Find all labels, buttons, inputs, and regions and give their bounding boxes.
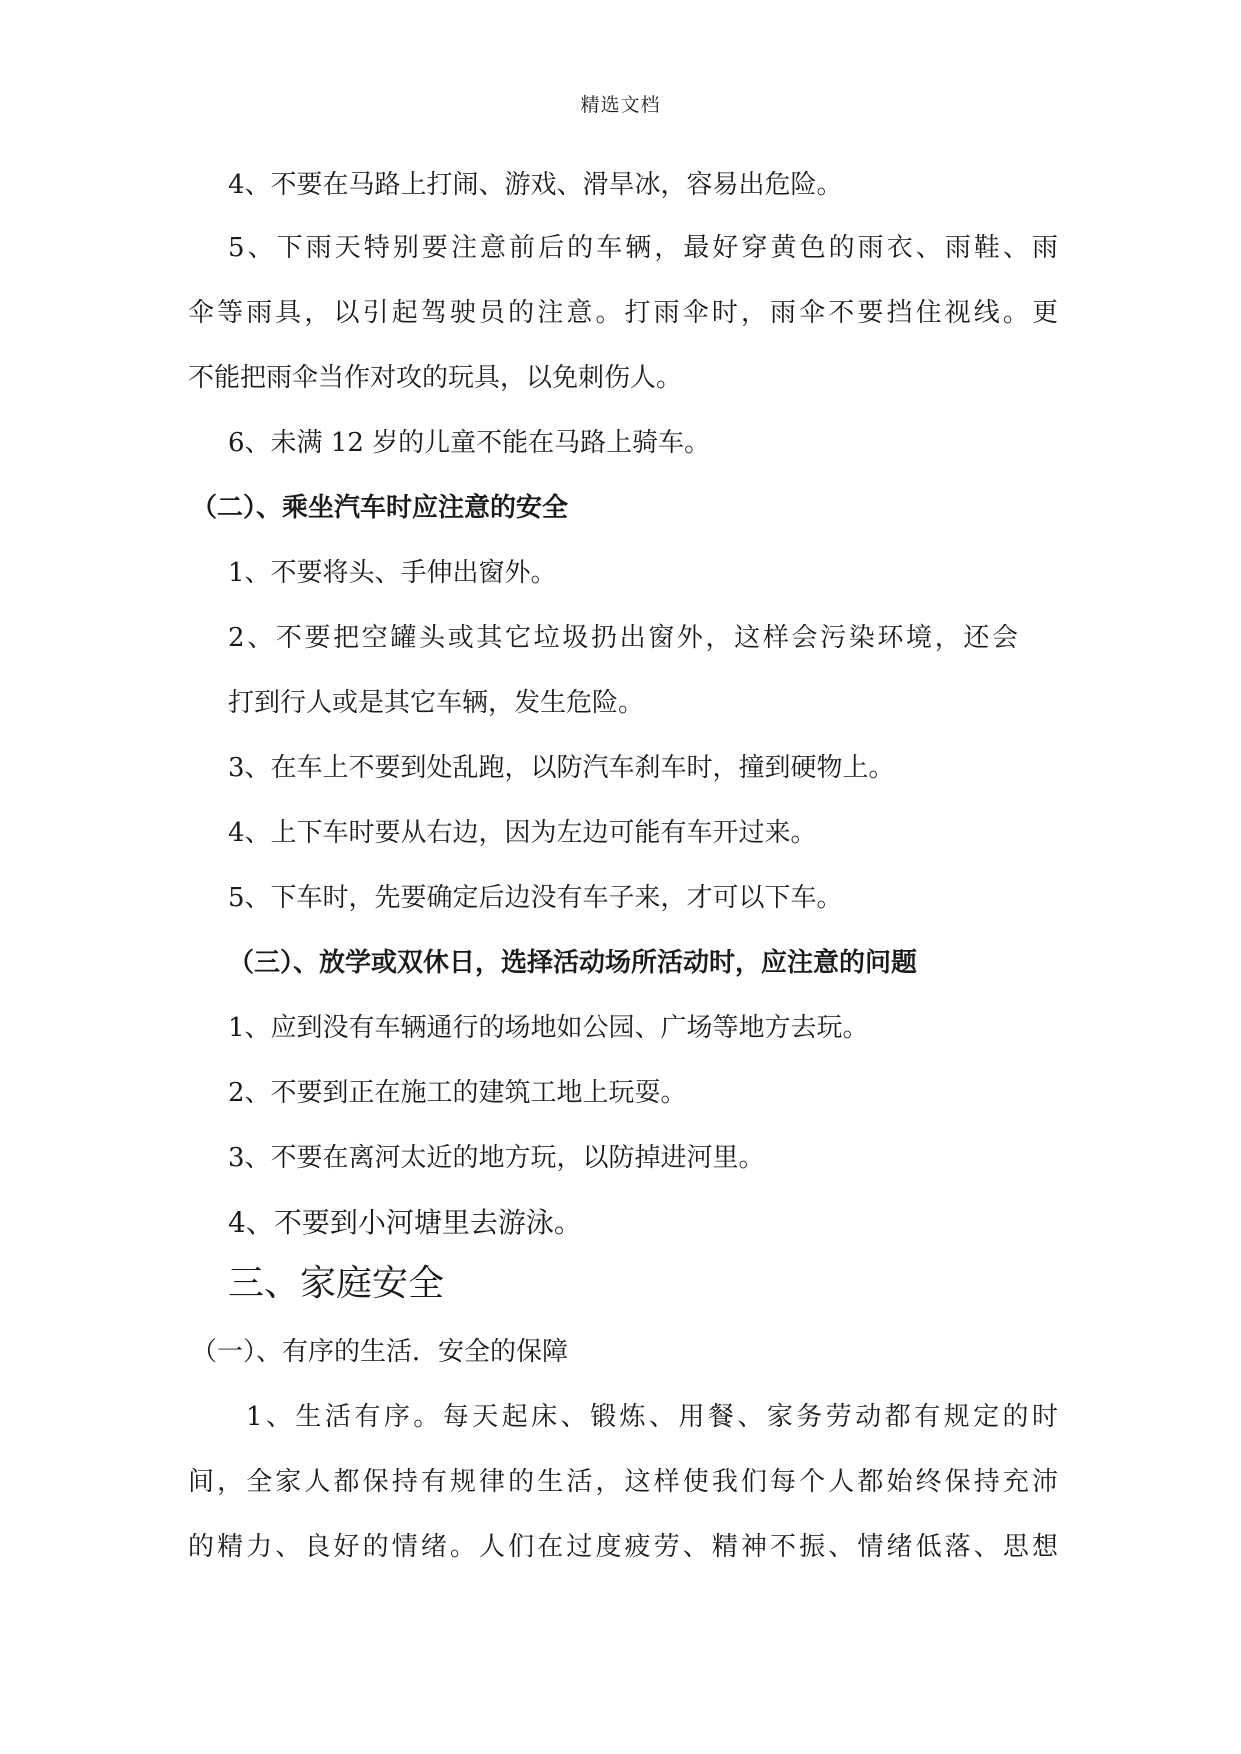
paragraph-line: 6、未满 12 岁的儿童不能在马路上骑车。 bbox=[228, 428, 711, 458]
paragraph-line: 间，全家人都保持有规律的生活，这样使我们每个人都始终保持充沛 bbox=[188, 1467, 1058, 1497]
paragraph-line: 1、不要将头、手伸出窗外。 bbox=[228, 558, 557, 588]
paragraph-line: 4、不要到小河塘里去游泳。 bbox=[228, 1206, 582, 1239]
paragraph-line: 的精力、良好的情绪。人们在过度疲劳、精神不振、情绪低落、思想 bbox=[188, 1532, 1058, 1562]
paragraph-line: 4、不要在马路上打闹、游戏、滑旱冰，容易出危险。 bbox=[228, 170, 843, 200]
section-heading: （一）、有序的生活．安全的保障 bbox=[191, 1337, 569, 1367]
paragraph-line: 伞等雨具，以引起驾驶员的注意。打雨伞时，雨伞不要挡住视线。更 bbox=[188, 298, 1058, 328]
page-header: 精选文档 bbox=[580, 94, 661, 116]
paragraph-line: 打到行人或是其它车辆，发生危险。 bbox=[228, 688, 645, 718]
paragraph-line: 5、下雨天特别要注意前后的车辆，最好穿黄色的雨衣、雨鞋、雨 bbox=[228, 233, 1058, 263]
paragraph-line: 1、应到没有车辆通行的场地如公园、广场等地方去玩。 bbox=[228, 1013, 869, 1043]
section-heading: （三）、放学或双休日，选择活动场所活动时，应注意的问题 bbox=[228, 948, 918, 978]
paragraph-line: 2、不要到正在施工的建筑工地上玩耍。 bbox=[228, 1078, 687, 1108]
paragraph-line: 3、不要在离河太近的地方玩，以防掉进河里。 bbox=[228, 1143, 765, 1173]
section-heading: （二）、乘坐汽车时应注意的安全 bbox=[191, 493, 569, 523]
paragraph-line: 5、下车时，先要确定后边没有车子来，才可以下车。 bbox=[228, 883, 843, 913]
paragraph-line: 1、生活有序。每天起床、锻炼、用餐、家务劳动都有规定的时 bbox=[246, 1402, 1058, 1432]
paragraph-line: 3、在车上不要到处乱跑，以防汽车刹车时，撞到硬物上。 bbox=[228, 753, 895, 783]
paragraph-line: 不能把雨伞当作对攻的玩具，以免刺伤人。 bbox=[188, 363, 683, 393]
paragraph-line: 2、不要把空罐头或其它垃圾扔出窗外，这样会污染环境，还会 bbox=[228, 623, 1018, 653]
chapter-heading: 三、家庭安全 bbox=[228, 1263, 445, 1304]
paragraph-line: 4、上下车时要从右边，因为左边可能有车开过来。 bbox=[228, 818, 817, 848]
